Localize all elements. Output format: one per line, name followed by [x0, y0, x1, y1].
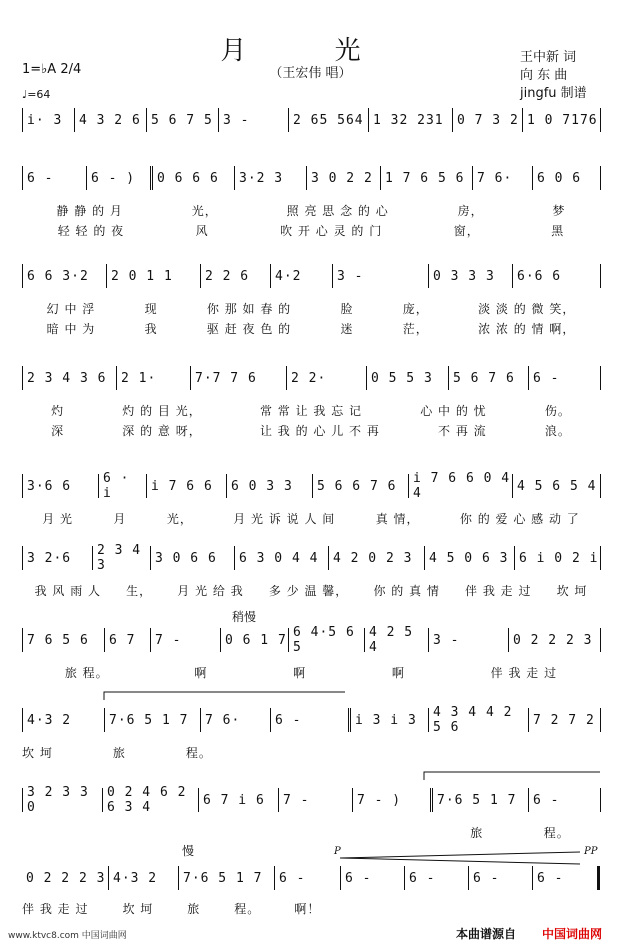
barline [600, 474, 601, 498]
lyrics-chorus [22, 510, 600, 527]
measure: 6 4·5 6 5 [288, 628, 364, 652]
composer-credit: 向 东 曲 [520, 68, 568, 83]
measure: 6 - ) [86, 166, 150, 190]
measure: 0 2 4 6 2 6 3 4 [102, 788, 198, 812]
measure: 5 6 7 6 [448, 366, 528, 390]
lyric-word: 我 风 雨 人 [34, 584, 102, 598]
staff-system-2 [22, 166, 600, 190]
measure: 7·6 5 1 7 [178, 866, 274, 890]
measure: 6 - [528, 366, 600, 390]
lyric-word: 你 的 爱 心 感 动 了 [459, 512, 580, 526]
measure: 0 5 5 3 [366, 366, 448, 390]
singer-subtitle: （王宏伟 唱） [269, 66, 352, 81]
lyric-word: 啊 [194, 666, 208, 680]
lyric-word: 旅 [112, 746, 126, 760]
lyrics-verse-2 [22, 320, 600, 337]
measure: 6 - [274, 866, 340, 890]
lyric-word: 窗， [453, 224, 480, 238]
lyric-word: 坎 坷 [22, 746, 53, 760]
lyrics-chorus [22, 664, 600, 681]
lyric-word: 伤。 [544, 404, 571, 418]
measure: 4 3 2 6 [74, 108, 146, 132]
measure: 2 2 6 [200, 264, 270, 288]
measure: 5 6 7 5 [146, 108, 218, 132]
measure: 4 5 0 6 3 [424, 546, 514, 570]
lyric-word: 伴 我 走 过 [490, 666, 558, 680]
measure: 0 7 3 2 [452, 108, 522, 132]
measure: 4 5 6 5 4 [512, 474, 600, 498]
measure: 6 - [340, 866, 404, 890]
barline [600, 708, 601, 732]
measure: 3 - [218, 108, 288, 132]
lyric-word: 月 光 给 我 [177, 584, 244, 598]
lyric-word: 庞， [402, 302, 429, 316]
staff-system-9 [22, 785, 600, 815]
staff-system-6 [22, 543, 600, 573]
measure: 7·6 5 1 7 [430, 788, 528, 812]
lyrics-verse-1 [22, 300, 600, 317]
measure: 6 i 0 2 i [514, 546, 600, 570]
barline [600, 788, 601, 812]
lyric-word: 你 的 真 情 [373, 584, 440, 598]
measure: 6 - [270, 708, 348, 732]
lyric-word: 淡 淡 的 微 笑， [478, 302, 576, 316]
measure: 1 7 6 5 6 [380, 166, 472, 190]
barline [600, 628, 601, 652]
measure: 6·6 6 [512, 264, 600, 288]
lyric-word: 深 [51, 424, 65, 438]
measure: 0 2 2 2 3 [26, 870, 106, 886]
measure: 6 - [468, 866, 532, 890]
measure: i· 3 [22, 108, 74, 132]
volta-2-bracket [424, 772, 600, 780]
lyric-word: 驱 赶 夜 色 的 [206, 322, 292, 336]
lyric-word: 幻 中 浮 [46, 302, 96, 316]
lyric-word: 让 我 的 心 儿 不 再 [259, 424, 380, 438]
lyric-word: 光， [191, 204, 218, 218]
lyrics-verse-1 [22, 202, 600, 219]
measure: 3 - [428, 628, 508, 652]
tempo-annotation-slower: 稍慢 [232, 610, 257, 624]
barline [600, 108, 601, 132]
staff-system-8 [22, 705, 600, 735]
measure: 6 3 0 4 4 [234, 546, 328, 570]
source-label: 本曲谱源自 [456, 927, 517, 941]
measure: 3·2 3 [234, 166, 306, 190]
measure: 4·3 2 [22, 708, 104, 732]
lyrics-verse-1 [22, 402, 600, 419]
measure: 2 1· [116, 366, 190, 390]
lyric-word: 旅 [470, 826, 484, 840]
measure: 4 2 5 4 [364, 628, 428, 652]
lyric-word: 常 常 让 我 忘 记 [259, 404, 363, 418]
lyric-word: 我 [144, 322, 158, 336]
repeat-start-measure: i 3 i 3 [348, 708, 428, 732]
key-signature: 1=♭A 2/4 [22, 62, 82, 77]
measure: 2 2· [286, 366, 366, 390]
measure: 7 6· [472, 166, 532, 190]
measure: 4 3 4 4 2 5 6 [428, 708, 528, 732]
measure: 6 - [532, 866, 596, 890]
measure: 6 0 3 3 [226, 474, 312, 498]
measure: 6 6 3·2 [22, 264, 106, 288]
diminuendo-line-top [340, 852, 580, 858]
lyric-word: 脸 [340, 302, 354, 316]
lyrics-ending [22, 900, 600, 917]
measure: 3 2·6 [22, 546, 92, 570]
barline [600, 264, 601, 288]
lyric-word: 浓 浓 的 情 啊， [478, 322, 576, 336]
measure: 6 7 [104, 628, 150, 652]
measure: 3·6 6 [22, 474, 98, 498]
page-title: 月 光 [220, 36, 401, 66]
lyric-word: 程。 [185, 746, 212, 760]
measure: 2 65 564 [288, 108, 368, 132]
lyric-word: 月 光 [42, 512, 74, 526]
measure: 0 2 2 2 3 [508, 628, 600, 652]
lyrics-verse-2 [22, 222, 600, 239]
measure: 4·2 [270, 264, 332, 288]
lyric-word: 静 静 的 月 [56, 204, 123, 218]
lyric-word: 旅 程。 [64, 666, 109, 680]
staff-system-3 [22, 264, 600, 288]
repeat-start-measure: 0 6 6 6 [150, 166, 234, 190]
lyric-word: 程。 [234, 902, 261, 916]
lyric-word: 月 光 诉 说 人 间 [233, 512, 336, 526]
measure: 6 7 i 6 [198, 788, 278, 812]
lyric-word: 多 少 温 馨， [268, 584, 349, 598]
dynamic-piano: P [334, 846, 341, 857]
lyric-word: 浪。 [544, 424, 571, 438]
lyric-word: 黑 [551, 224, 565, 238]
lyric-word: 轻 轻 的 夜 [57, 224, 125, 238]
lyric-word: 真 情， [375, 512, 420, 526]
lyrics-verse-2 [22, 422, 600, 439]
measure: 7 - ) [352, 788, 430, 812]
lyric-word: 啊 [293, 666, 307, 680]
volta-1-bracket [104, 692, 345, 700]
measure: 0 6 1 7 [220, 628, 288, 652]
measure: 6 - [404, 866, 468, 890]
measure: 7 2 7 2 [528, 708, 600, 732]
lyric-word: 风 [195, 224, 209, 238]
transcriber-credit: jingfu 制谱 [520, 86, 587, 101]
measure: 3 0 2 2 [306, 166, 380, 190]
lyric-word: 伴 我 走 过 [465, 584, 532, 598]
lyric-word: 啊！ [294, 902, 321, 916]
staff-system-4 [22, 366, 600, 390]
measure: 6 · i [98, 474, 146, 498]
lyric-word: 你 那 如 春 的 [206, 302, 292, 316]
tempo-marking: ♩=64 [22, 88, 51, 101]
measure: 1 0 7176 [522, 108, 600, 132]
lyric-word: 月 [113, 512, 127, 526]
measure: i 7 6 6 [146, 474, 226, 498]
lyric-word: 不 再 流 [438, 424, 487, 438]
lyric-word: 深 的 意 呀， [122, 424, 202, 438]
measure: 0 3 3 3 [428, 264, 512, 288]
measure: 5 6 6 7 6 [312, 474, 408, 498]
lyric-word: 吹 开 心 灵 的 门 [280, 224, 383, 238]
lyrics-chorus [440, 824, 600, 841]
staff-system-1 [22, 108, 600, 132]
lyric-word: 心 中 的 忧 [420, 404, 487, 418]
tempo-annotation-slow: 慢 [182, 844, 195, 858]
measure: 1 32 231 [368, 108, 452, 132]
lyricist-credit: 王中新 词 [520, 50, 577, 65]
barline [600, 546, 601, 570]
measure: 2 3 4 3 [92, 546, 150, 570]
brand-logo-text: 中国词曲网 [542, 927, 603, 941]
lyric-word: 坎 坷 [122, 902, 154, 916]
lyric-word: 房， [457, 204, 484, 218]
measure: 7·7 7 6 [190, 366, 286, 390]
measure: 4 2 0 2 3 [328, 546, 424, 570]
measure: 2 0 1 1 [106, 264, 200, 288]
lyric-word: 啊 [391, 666, 405, 680]
staff-system-10 [22, 866, 600, 890]
lyric-word: 灼 [51, 404, 65, 418]
staff-system-5 [22, 471, 600, 501]
measure: 7·6 5 1 7 [104, 708, 200, 732]
measure: 3 - [332, 264, 428, 288]
lyric-word: 旅 [187, 902, 201, 916]
measure: 3 0 6 6 [150, 546, 234, 570]
measure: 4·3 2 [108, 866, 178, 890]
lyric-word: 伴 我 走 过 [22, 902, 89, 916]
measure: 6 0 6 [532, 166, 600, 190]
lyric-word: 光， [166, 512, 193, 526]
barline [600, 366, 601, 390]
diminuendo-line-bottom [340, 858, 580, 864]
dynamic-pianissimo: PP [584, 846, 598, 857]
measure: 6 - [528, 788, 600, 812]
lyric-word: 灼 的 目 光， [122, 404, 202, 418]
measure: 7 - [278, 788, 352, 812]
lyric-word: 照 亮 思 念 的 心 [286, 204, 389, 218]
measure: 2 3 4 3 6 [22, 366, 116, 390]
measure: 7 6 5 6 [22, 628, 104, 652]
lyric-word: 生， [126, 584, 153, 598]
measure: 7 6· [200, 708, 270, 732]
lyric-word: 茫， [402, 322, 429, 336]
lyrics-chorus [22, 744, 600, 761]
measure: i 7 6 6 0 4 4 [408, 474, 512, 498]
staff-system-7 [22, 625, 600, 655]
watermark-text: www.ktvc8.com 中国词曲网 [8, 931, 127, 941]
measure: 6 - [22, 166, 86, 190]
lyric-word: 迷 [340, 322, 354, 336]
lyric-word: 暗 中 为 [46, 322, 96, 336]
barline [600, 166, 601, 190]
lyrics-chorus [22, 582, 600, 599]
lyric-word: 梦 [552, 204, 566, 218]
measure: 7 - [150, 628, 220, 652]
measure: 3 2 3 3 0 [22, 788, 102, 812]
lyric-word: 坎 坷 [556, 584, 588, 598]
lyric-word: 现 [144, 302, 158, 316]
final-barline [597, 866, 600, 890]
lyric-word: 程。 [543, 826, 570, 840]
